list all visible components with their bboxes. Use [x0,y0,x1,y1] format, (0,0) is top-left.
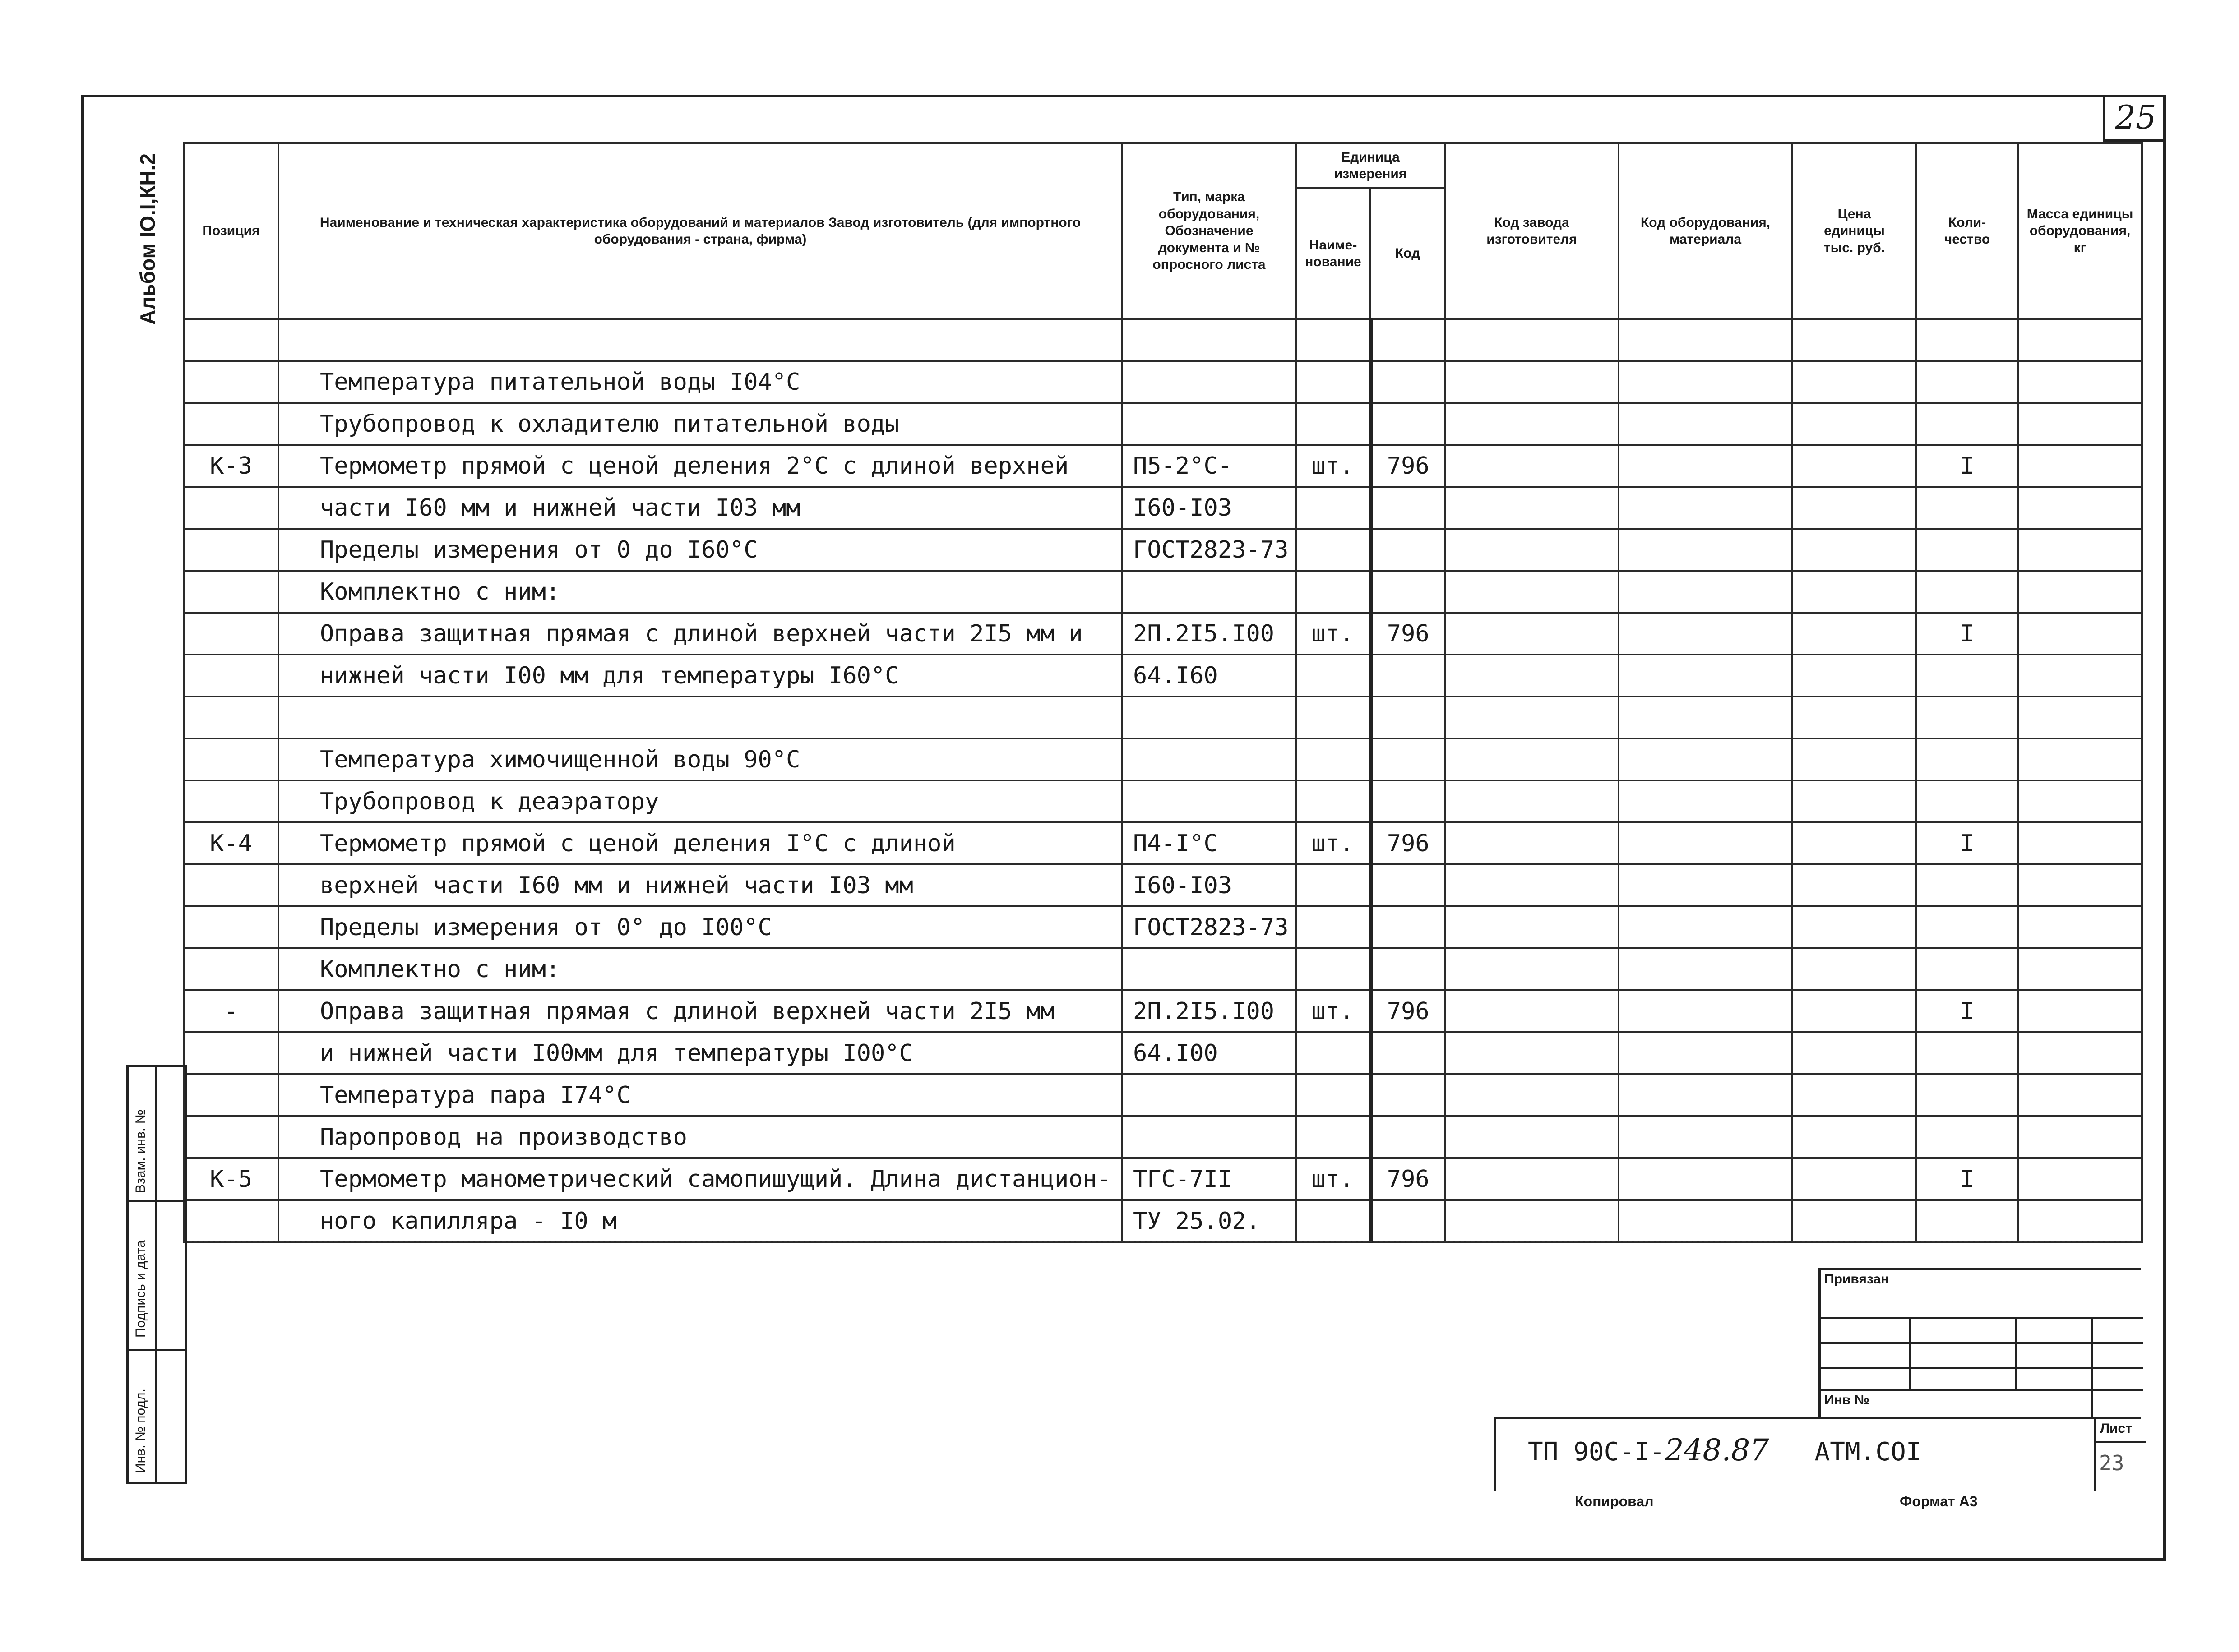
sidebar-inv-orig: Инв. № подл. [133,1389,148,1473]
header-mass: Масса единицы оборудования, кг [2018,143,2142,319]
cell-type: I60-I03 [1122,864,1296,906]
cell-mass [2018,738,2142,780]
cell-equipment-code [1619,990,1792,1032]
cell-factory-code [1445,1074,1619,1116]
stamp-line [1821,1367,2143,1369]
cell-equipment-code [1619,1116,1792,1158]
cell-price [1792,990,1916,1032]
cell-position [184,613,278,655]
cell-mass [2018,990,2142,1032]
table-row [184,1116,2142,1158]
cell-unit-code: 796 [1370,990,1445,1032]
table-row [184,445,2142,487]
cell-type [1122,1074,1296,1116]
table-row [184,613,2142,655]
cell-unit-name [1296,697,1370,738]
sheet-label: Лист [2100,1421,2132,1436]
cell-quantity [1916,1116,2018,1158]
cell-position [184,529,278,571]
cell-price [1792,1116,1916,1158]
cell-unit-name [1296,738,1370,780]
doc-prefix: ТП 90С-I- [1528,1437,1665,1467]
cell-position [184,906,278,948]
cell-name: Трубопровод к охладителю питательной воды [278,403,1122,445]
cell-quantity: I [1916,822,2018,864]
cell-mass [2018,487,2142,529]
cell-mass [2018,697,2142,738]
cell-quantity [1916,403,2018,445]
cell-equipment-code [1619,403,1792,445]
cell-price [1792,1200,1916,1242]
cell-factory-code [1445,1116,1619,1158]
cell-position [184,487,278,529]
cell-name: Термометр прямой с ценой деления I°C с длиной [278,822,1122,864]
cell-mass [2018,1200,2142,1242]
sidebar-inv-no: Взам. инв. № [133,1109,148,1193]
cell-quantity [1916,655,2018,697]
stamp-line [1821,1317,2143,1319]
stamp-line [1821,1389,2143,1391]
cell-mass [2018,1074,2142,1116]
table-row [184,738,2142,780]
cell-name: нижней части I00 мм для температуры I60°C [278,655,1122,697]
cell-price [1792,1032,1916,1074]
cell-type [1122,1116,1296,1158]
cell-factory-code [1445,738,1619,780]
cell-unit-code [1370,319,1445,361]
binding-stamp [1818,1268,2141,1417]
footer-format: Формат А3 [1900,1493,1978,1509]
cell-type: П4-I°C [1122,822,1296,864]
cell-quantity [1916,487,2018,529]
cell-mass [2018,906,2142,948]
cell-unit-code [1370,864,1445,906]
cell-name: Температура химочищенной воды 90°C [278,738,1122,780]
cell-unit-code: 796 [1370,445,1445,487]
sheet-separator [2096,1441,2146,1443]
cell-unit-code [1370,487,1445,529]
cell-unit-name [1296,403,1370,445]
cell-mass [2018,529,2142,571]
cell-mass [2018,403,2142,445]
table-row [184,361,2142,403]
cell-equipment-code [1619,906,1792,948]
table-row [184,864,2142,906]
cell-type: I60-I03 [1122,487,1296,529]
cell-position [184,1116,278,1158]
cell-equipment-code [1619,487,1792,529]
cell-mass [2018,613,2142,655]
sheet-cell [2094,1419,2144,1491]
cell-mass [2018,655,2142,697]
cell-equipment-code [1619,822,1792,864]
table-row [184,780,2142,822]
cell-name: Температура пара I74°C [278,1074,1122,1116]
cell-type [1122,403,1296,445]
cell-price [1792,822,1916,864]
cell-mass [2018,780,2142,822]
cell-quantity: I [1916,990,2018,1032]
cell-factory-code [1445,990,1619,1032]
header-factory-code: Код завода изготовителя [1445,143,1619,319]
cell-equipment-code [1619,1200,1792,1242]
cell-quantity [1916,1200,2018,1242]
cell-quantity [1916,319,2018,361]
cell-unit-code [1370,1200,1445,1242]
cell-position: К-4 [184,822,278,864]
cell-position [184,948,278,990]
sidebar-cell-inv [129,1067,185,1202]
cell-name: Температура питательной воды I04°C [278,361,1122,403]
doc-handwritten: 248.87 [1665,1433,1769,1467]
cell-unit-name [1296,1116,1370,1158]
cell-unit-name [1296,571,1370,613]
cell-unit-code [1370,1074,1445,1116]
cell-equipment-code [1619,780,1792,822]
table-row [184,403,2142,445]
cell-quantity [1916,361,2018,403]
cell-factory-code [1445,655,1619,697]
cell-quantity [1916,864,2018,906]
cell-position [184,655,278,697]
cell-price [1792,906,1916,948]
cell-price [1792,655,1916,697]
table-row [184,571,2142,613]
cell-type: 64.I60 [1122,655,1296,697]
cell-unit-code [1370,697,1445,738]
cell-equipment-code [1619,738,1792,780]
cell-mass [2018,319,2142,361]
table-row [184,529,2142,571]
header-price: Цена единицы тыс. руб. [1792,143,1916,319]
cell-mass [2018,822,2142,864]
cell-unit-name [1296,361,1370,403]
cell-type [1122,697,1296,738]
cell-quantity [1916,906,2018,948]
cell-name: Оправа защитная прямая с длиной верхней части 2I5 мм [278,990,1122,1032]
cell-factory-code [1445,780,1619,822]
cell-factory-code [1445,1158,1619,1200]
cell-unit-code [1370,1032,1445,1074]
cell-quantity: I [1916,1158,2018,1200]
table-row [184,822,2142,864]
cell-position: - [184,990,278,1032]
cell-name: ного капилляра - I0 м [278,1200,1122,1242]
cell-name: Паропровод на производство [278,1116,1122,1158]
table-row [184,1074,2142,1116]
cell-price [1792,697,1916,738]
cell-position: К-3 [184,445,278,487]
cell-factory-code [1445,487,1619,529]
table-row [184,1158,2142,1200]
cell-name: Комплектно с ним: [278,571,1122,613]
cell-unit-code [1370,655,1445,697]
cell-factory-code [1445,529,1619,571]
cell-position [184,864,278,906]
table-row [184,1200,2142,1242]
cell-mass [2018,361,2142,403]
cell-mass [2018,948,2142,990]
cell-equipment-code [1619,948,1792,990]
cell-name: Термометр прямой с ценой деления 2°C с длиной верхней [278,445,1122,487]
cell-name: Термометр манометрический самопишущий. Длина дистанцион- [278,1158,1122,1200]
cell-position [184,403,278,445]
header-unit-code: Код [1370,188,1445,319]
doc-suffix: АТМ.СОI [1814,1437,1921,1467]
cell-unit-name [1296,780,1370,822]
cell-unit-code [1370,571,1445,613]
cell-price [1792,529,1916,571]
cell-type [1122,738,1296,780]
cell-factory-code [1445,445,1619,487]
stamp-vline [1909,1317,1911,1389]
cell-unit-name [1296,319,1370,361]
cell-price [1792,1158,1916,1200]
cell-quantity [1916,697,2018,738]
cell-equipment-code [1619,571,1792,613]
cell-quantity: I [1916,613,2018,655]
stamp-applied-label: Привязан [1824,1272,1889,1287]
cell-equipment-code [1619,319,1792,361]
cell-unit-code [1370,361,1445,403]
cell-type: ГОСТ2823-73 [1122,906,1296,948]
cell-equipment-code [1619,655,1792,697]
table-row [184,655,2142,697]
table-row [184,990,2142,1032]
cell-equipment-code [1619,529,1792,571]
title-block [1494,1417,2141,1491]
cell-position [184,1032,278,1074]
header-unit-name: Наиме-нование [1296,188,1370,319]
table-row [184,319,2142,361]
cell-quantity [1916,1074,2018,1116]
header-unit-group: Единица измерения [1296,143,1445,188]
cell-mass [2018,1158,2142,1200]
footer-copied: Копировал [1575,1493,1654,1509]
cell-position: К-5 [184,1158,278,1200]
cell-position [184,361,278,403]
cell-type: 64.I00 [1122,1032,1296,1074]
cell-price [1792,361,1916,403]
header-equipment-code: Код оборудования, материала [1619,143,1792,319]
cell-unit-name [1296,1074,1370,1116]
cell-mass [2018,1032,2142,1074]
cell-unit-code: 796 [1370,613,1445,655]
cell-name: верхней части I60 мм и нижней части I03 мм [278,864,1122,906]
cell-position [184,738,278,780]
cell-position [184,1074,278,1116]
cell-unit-code [1370,948,1445,990]
cell-type [1122,571,1296,613]
table-row [184,1032,2142,1074]
cell-factory-code [1445,1200,1619,1242]
table-row [184,906,2142,948]
cell-price [1792,445,1916,487]
cell-name: и нижней части I00мм для температуры I00°C [278,1032,1122,1074]
cell-type: П5-2°C- [1122,445,1296,487]
header-name: Наименование и техническая характеристика оборудований и материалов Завод изготовитель (для импортного оборудования - страна, фирма) [278,143,1122,319]
cell-type [1122,319,1296,361]
cell-price [1792,487,1916,529]
cell-unit-code [1370,529,1445,571]
cell-factory-code [1445,1032,1619,1074]
cell-name [278,697,1122,738]
cell-position [184,697,278,738]
cell-unit-name: шт. [1296,990,1370,1032]
cell-quantity [1916,529,2018,571]
cell-type [1122,361,1296,403]
header-position: Позиция [184,143,278,319]
table-row [184,487,2142,529]
cell-unit-code [1370,1116,1445,1158]
cell-equipment-code [1619,864,1792,906]
cell-price [1792,403,1916,445]
cell-mass [2018,571,2142,613]
cell-unit-name [1296,948,1370,990]
cell-unit-name: шт. [1296,445,1370,487]
approval-sidebar [126,1065,187,1484]
cell-position [184,319,278,361]
cell-type [1122,948,1296,990]
cell-factory-code [1445,864,1619,906]
cell-price [1792,948,1916,990]
stamp-vline [2015,1317,2017,1389]
cell-quantity [1916,738,2018,780]
stamp-inv-label: Инв № [1824,1393,1869,1407]
cell-position [184,780,278,822]
cell-quantity [1916,948,2018,990]
cell-factory-code [1445,948,1619,990]
cell-factory-code [1445,361,1619,403]
sidebar-sign-date: Подпись и дата [133,1240,148,1338]
cell-price [1792,738,1916,780]
cell-name: Оправа защитная прямая с длиной верхней части 2I5 мм и [278,613,1122,655]
cell-equipment-code [1619,1158,1792,1200]
cell-name: Пределы измерения от 0° до I00°C [278,906,1122,948]
page-number: 25 [2103,95,2166,142]
stamp-line [1821,1342,2143,1344]
cell-unit-code [1370,738,1445,780]
stamp-vline [2091,1317,2093,1419]
cell-equipment-code [1619,361,1792,403]
sidebar-cell-orig [129,1351,185,1482]
cell-unit-name [1296,864,1370,906]
cell-factory-code [1445,822,1619,864]
cell-price [1792,613,1916,655]
cell-price [1792,1074,1916,1116]
header-quantity: Коли-чество [1916,143,2018,319]
cell-position [184,571,278,613]
cell-equipment-code [1619,613,1792,655]
cell-name: Пределы измерения от 0 до I60°C [278,529,1122,571]
cell-mass [2018,864,2142,906]
cell-factory-code [1445,906,1619,948]
cell-mass [2018,1116,2142,1158]
cell-unit-code [1370,906,1445,948]
cell-unit-name [1296,1200,1370,1242]
cell-type: 2П.2I5.I00 [1122,613,1296,655]
cell-mass [2018,445,2142,487]
cell-unit-code [1370,403,1445,445]
specification-table [183,142,2143,1243]
cell-type: ТУ 25.02. [1122,1200,1296,1242]
cell-unit-code: 796 [1370,822,1445,864]
cell-factory-code [1445,613,1619,655]
cell-equipment-code [1619,445,1792,487]
cell-factory-code [1445,319,1619,361]
cell-equipment-code [1619,697,1792,738]
cell-equipment-code [1619,1074,1792,1116]
cell-unit-name [1296,655,1370,697]
cell-factory-code [1445,571,1619,613]
cell-type: ТГС-7II [1122,1158,1296,1200]
cell-unit-name [1296,906,1370,948]
header-type: Тип, марка оборудования, Обозначение документа и № опросного листа [1122,143,1296,319]
cell-price [1792,571,1916,613]
cell-factory-code [1445,403,1619,445]
document-number [1528,1433,1921,1467]
cell-type: 2П.2I5.I00 [1122,990,1296,1032]
cell-unit-code: 796 [1370,1158,1445,1200]
cell-unit-name [1296,1032,1370,1074]
cell-equipment-code [1619,1032,1792,1074]
cell-unit-name: шт. [1296,613,1370,655]
cell-factory-code [1445,697,1619,738]
cell-unit-name [1296,487,1370,529]
sheet-value: 23 [2099,1451,2124,1475]
table-row [184,697,2142,738]
sidebar-cell-sign [129,1202,185,1351]
cell-quantity: I [1916,445,2018,487]
cell-name [278,319,1122,361]
cell-name: Комплектно с ним: [278,948,1122,990]
cell-position [184,1200,278,1242]
cell-price [1792,319,1916,361]
cell-price [1792,864,1916,906]
cell-unit-name: шт. [1296,1158,1370,1200]
cell-unit-name: шт. [1296,822,1370,864]
cell-type [1122,780,1296,822]
cell-quantity [1916,571,2018,613]
cell-unit-name [1296,529,1370,571]
cell-name: части I60 мм и нижней части I03 мм [278,487,1122,529]
cell-name: Трубопровод к деаэратору [278,780,1122,822]
cell-quantity [1916,780,2018,822]
cell-unit-code [1370,780,1445,822]
table-bottom-line [183,1241,2141,1242]
album-label: Альбом IO.I,КН.2 [136,153,159,325]
cell-price [1792,780,1916,822]
cell-type: ГОСТ2823-73 [1122,529,1296,571]
cell-quantity [1916,1032,2018,1074]
table-row [184,948,2142,990]
